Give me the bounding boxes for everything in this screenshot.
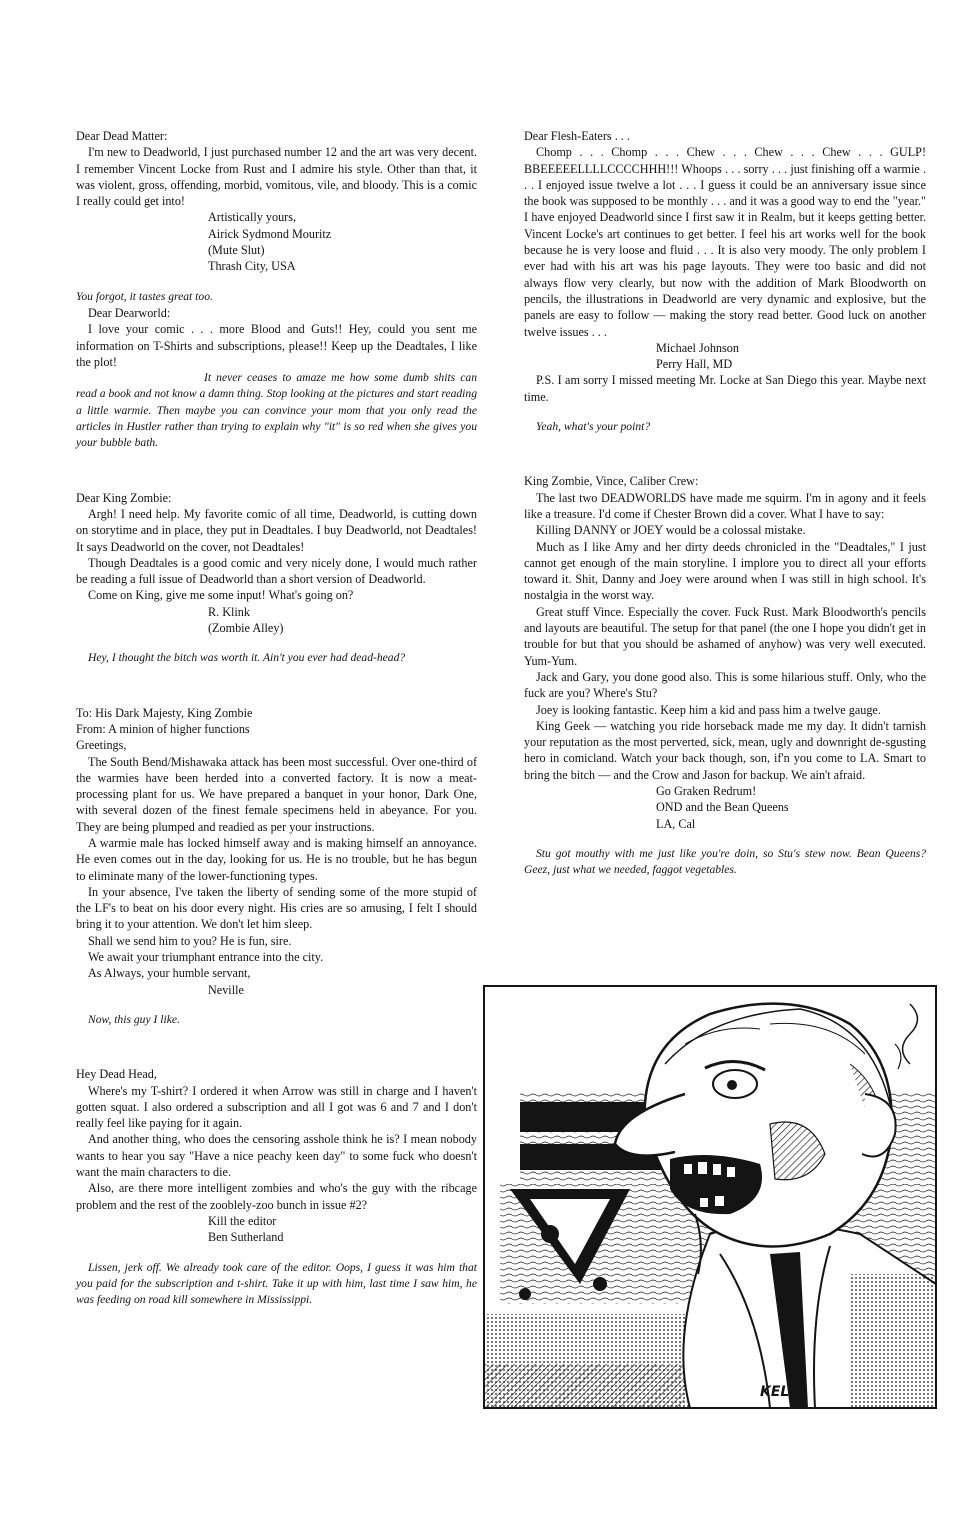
letter-paragraph: In your absence, I've taken the liberty of sending some of the more stupid of the LF's to beat on his door every night. His cries are so amusing, I felt I should bring it to your attention. We don't let him sleep. — [76, 884, 477, 932]
editor-reply: It never ceases to amaze me how some dumb shits can read a book and not know a damn thing. Stop looking at the pictures and start reading a little warmie. Then maybe you can convince your mom that you only read the articles in Hustler rather than trying to explain why "it" is so red when she gives you your bubble bath. — [76, 371, 477, 450]
left-column — [76, 128, 477, 1308]
right-column — [524, 128, 926, 878]
letter-header-line: From: A minion of higher functions — [76, 721, 250, 736]
letter-signature-line: R. Klink — [208, 604, 250, 619]
letter-signature-line: Kill the editor — [208, 1213, 277, 1228]
letter-signature-line: Thrash City, USA — [208, 259, 296, 274]
letter-dearworld — [76, 305, 477, 452]
letter-salutation: Dear King Zombie: — [76, 490, 172, 505]
letter-paragraph: I'm new to Deadworld, I just purchased number 12 and the art was very decent. I remember Vincent Locke from Rust and I admire his style. Other than that, it was violent, gross, offending, morbid, vomitous, vile, and bloody. This is a comic I really could get into! — [76, 145, 477, 209]
letter-signature-line: Neville — [208, 982, 244, 997]
letter-header-line: Greetings, — [76, 738, 127, 753]
letter-king-zombie — [76, 490, 477, 667]
letter-paragraph: Joey is looking fantastic. Keep him a kid and pass him a twelve gauge. — [536, 702, 881, 717]
letter-paragraph: The last two DEADWORLDS have made me squirm. I'm in agony and it feels like a treasure. I'd come if Chester Brown did a cover. What I have to say: — [524, 490, 926, 521]
letter-paragraph: King Geek — watching you ride horseback made me my day. It didn't tarnish your reputation as the most perverted, sick, mean, ugly and downright de-sgusting hero in comicland. Watch your back though, son, if'n you come to LA. Smart to bring the bitch — and the Crow and Jason for backup. We ain't afraid. — [524, 718, 926, 782]
letter-signature-line: (Mute Slut) — [208, 243, 265, 258]
editor-reply: Yeah, what's your point? — [536, 420, 651, 434]
letter-dead-head — [76, 1066, 477, 1308]
letter-caliber-crew — [524, 473, 926, 878]
letter-postscript: P.S. I am sorry I missed meeting Mr. Locke at San Diego this year. Maybe next time. — [524, 373, 926, 404]
letter-flesh-eaters — [524, 128, 926, 435]
letter-signature-line: Michael Johnson — [656, 340, 739, 355]
letter-paragraph: As Always, your humble servant, — [88, 966, 251, 981]
letter-header-line: To: His Dark Majesty, King Zombie — [76, 705, 253, 720]
letter-paragraph: Chomp . . . Chomp . . . Chew . . . Chew . . . Chew . . . GULP! BBEEEEELLLLCCCCHHH!!! Whoops . . . sorry . . . just finishing off a warmie . . . I enjoyed issue twelve a lot . . . I guess it could be an anniversary issue since the book was supposed to be monthly . . . and it was a good way to end the "year." I have enjoyed Deadworld since I first saw it in Realm, but it keeps getting better. Vincent Locke's art continues to get better. I feel his art works well for the book because he is very loose and fluid . . . It is also very moody. The only problem I ever had with his art was his page layouts. They were too basic and did not always flow very clearly, but now with the addition of Mark Bloodworth on pencils, the illustrations in Deadworld are very dynamic and explosive, but the panels are easy to follow — making the story read better. Good luck on another twelve issues . . . — [524, 145, 926, 339]
letter-paragraph: Jack and Gary, you done good also. This is some hilarious stuff. Only, who the fuck are you? Where's Stu? — [524, 669, 926, 701]
letter-paragraph: A warmie male has locked himself away and is making himself an annoyance. He even comes out in the day, looking for us. He is no trouble, but he has begun to eliminate many of the lower-functioning types. — [76, 835, 477, 883]
zombie-illustration — [470, 984, 940, 1412]
letter-signature-line: Artistically yours, — [208, 210, 297, 225]
letter-signature-line: OND and the Bean Queens — [656, 800, 789, 815]
letter-signature-line: LA, Cal — [656, 816, 696, 831]
letter-paragraph: Where's my T-shirt? I ordered it when Arrow was still in charge and I haven't gotten squat. I also ordered a subscription and all I got was 6 and 7 and I don't really feel like paying for it again. — [76, 1083, 477, 1131]
letter-signature-line: Airick Sydmond Mouritz — [208, 226, 332, 241]
letter-paragraph: We await your triumphant entrance into the city. — [88, 950, 324, 965]
artist-signature: KELLY — [760, 1384, 807, 1400]
letter-salutation: Dear Dearworld: — [88, 305, 171, 320]
letter-paragraph: Great stuff Vince. Especially the cover. Fuck Rust. Mark Bloodworth's pencils and layouts are beautiful. The setup for that panel (the one I hope you didn't get in trouble for but that you should be ashamed of anyhow) was very well executed. Yum-Yum. — [524, 604, 926, 668]
editor-reply: Now, this guy I like. — [88, 1012, 180, 1026]
letter-paragraph: Also, are there more intelligent zombies and who's the guy with the ribcage problem and the rest of the zooblely-zoo bunch in issue #2? — [76, 1181, 477, 1212]
letter-salutation: Dear Dead Matter: — [76, 129, 168, 143]
letter-signature-line: (Zombie Alley) — [208, 621, 284, 636]
letter-paragraph: Killing DANNY or JOEY would be a colossal mistake. — [536, 523, 806, 538]
editor-reply: Lissen, jerk off. We already took care of the editor. Oops, I guess it was him that you paid for the subscription and t-shirt. Take it up with him, last time I saw him, he was feeding on road kill somewhere in Mississippi. — [76, 1260, 477, 1307]
letter-paragraph: The South Bend/Mishawaka attack has been most successful. Over one-third of the warmies have been herded into a converted factory. It is now a meat-processing plant for us. We have prepared a banquet in your honor, Dark One, with several dozen of the finest female specimens held in abeyance. For you. They are being plumped and readied as per your instructions. — [76, 754, 477, 834]
letter-salutation: Dear Flesh-Eaters . . . — [524, 129, 630, 143]
letter-paragraph: Shall we send him to you? He is fun, sire. — [88, 933, 292, 948]
letter-signature-line: Go Graken Redrum! — [656, 783, 757, 798]
letter-salutation: King Zombie, Vince, Caliber Crew: — [524, 474, 699, 489]
editor-reply: You forgot, it tastes great too. — [76, 289, 213, 303]
letter-signature-line: Ben Sutherland — [208, 1230, 284, 1245]
letter-paragraph: And another thing, who does the censoring asshole think he is? I mean nobody wants to hear you say "Have a nice peachy keen day" to some fuck who doesn't want the main characters to die. — [76, 1132, 477, 1180]
editor-reply: Hey, I thought the bitch was worth it. Ain't you ever had dead-head? — [88, 651, 406, 665]
letter-signature-line: Perry Hall, MD — [656, 357, 733, 372]
letter-paragraph: I love your comic . . . more Blood and Guts!! Hey, could you sent me information on T-Shirts and subscriptions, please!! Keep up the Deadtales, I like the plot! — [76, 322, 477, 369]
editor-reply: Stu got mouthy with me just like you're doin, so Stu's stew now. Bean Queens? Geez, just what we needed, faggot vegetables. — [524, 846, 926, 877]
letter-paragraph: Argh! I need help. My favorite comic of all time, Deadworld, is cutting down on storytime and in place, they put in Deadtales. I buy Deadworld, not Deadtales! It says Deadworld on the cover, not Deadtales! — [76, 506, 477, 554]
letter-paragraph: Much as I like Amy and her dirty deeds chronicled in the "Deadtales," I just cannot get enough of the main storyline. I implore you to direct all your efforts toward it. Shit, Danny and Joey were around when I was still in high school. It's nostalgia in the worst way. — [524, 539, 926, 603]
letter-dark-majesty — [76, 705, 477, 1029]
letter-dead-matter — [76, 128, 477, 305]
letter-paragraph: Though Deadtales is a good comic and very nicely done, I would much rather be reading a full issue of Deadworld than a short version of Deadworld. — [76, 555, 477, 587]
letter-salutation: Hey Dead Head, — [76, 1067, 157, 1082]
letter-paragraph: Come on King, give me some input! What's going on? — [88, 588, 354, 603]
